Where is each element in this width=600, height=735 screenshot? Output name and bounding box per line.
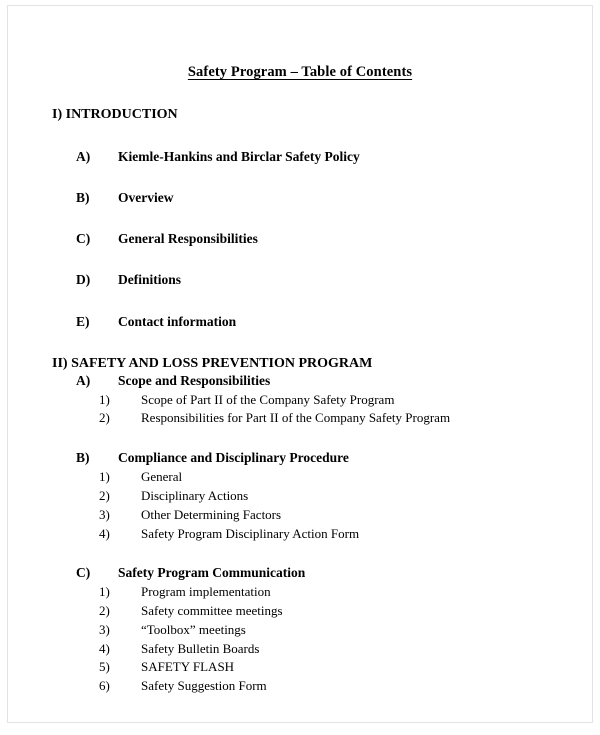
toc-entry[interactable] [8, 565, 592, 581]
toc-entry-label: B) [76, 189, 90, 205]
toc-subentry[interactable] [8, 506, 592, 525]
toc-subentry-label: 6) [99, 678, 110, 693]
toc-entry-group [8, 272, 592, 288]
toc-section [8, 107, 592, 330]
toc-entry-label: A) [76, 148, 91, 164]
toc-subentry-label: 4) [99, 640, 110, 656]
toc-entry-group [8, 190, 592, 206]
toc-subentry-label: 3) [99, 621, 110, 637]
toc-entry-label: C) [76, 231, 91, 247]
toc-entry-label: C) [76, 565, 91, 581]
toc-subentry-text: Disciplinary Actions [141, 488, 249, 504]
toc-subentry[interactable] [8, 391, 592, 410]
toc-entry[interactable] [8, 272, 592, 288]
toc-entry[interactable] [8, 149, 592, 165]
toc-entry-text: Kiemle-Hankins and Birclar Safety Policy [118, 148, 360, 164]
toc-entry-text: Contact information [118, 313, 237, 329]
table-of-contents [8, 107, 592, 696]
section-heading[interactable] [8, 356, 592, 373]
section-label: II) [52, 355, 68, 371]
toc-entry-group [8, 314, 592, 330]
toc-entry[interactable] [8, 231, 592, 247]
toc-entry[interactable] [8, 314, 592, 330]
toc-subentry[interactable] [8, 602, 592, 621]
toc-entry-group [8, 149, 592, 165]
toc-entry-text: Overview [118, 189, 174, 205]
toc-entry-text: Definitions [118, 272, 182, 288]
toc-subentry-text: Other Determining Factors [141, 506, 282, 522]
toc-entry-group [8, 565, 592, 696]
toc-subentry-label: 3) [99, 506, 110, 522]
toc-subentry[interactable] [8, 409, 592, 428]
toc-subentry-list [8, 391, 592, 428]
toc-subentry-text: Safety Program Disciplinary Action Form [141, 525, 360, 541]
toc-section [8, 356, 592, 696]
toc-subentry-text: SAFETY FLASH [141, 659, 235, 675]
toc-subentry-label: 1) [99, 469, 110, 485]
document-page [7, 5, 593, 723]
toc-subentry-text: Program implementation [141, 584, 271, 600]
toc-entry-text: General Responsibilities [118, 231, 258, 247]
toc-entry-text: Safety Program Communication [118, 565, 306, 581]
toc-subentry[interactable] [8, 658, 592, 677]
toc-entry[interactable] [8, 450, 592, 466]
page-title [8, 64, 592, 81]
section-gap [8, 330, 592, 356]
toc-subentry[interactable] [8, 677, 592, 696]
toc-entry-label: E) [76, 313, 90, 329]
toc-subentry[interactable] [8, 583, 592, 602]
toc-entry[interactable] [8, 190, 592, 206]
toc-entry-label: A) [76, 372, 91, 388]
toc-subentry-label: 4) [99, 525, 110, 541]
section-heading-text: INTRODUCTION [62, 107, 178, 122]
toc-subentry[interactable] [8, 621, 592, 640]
toc-subentry-label: 2) [99, 410, 110, 426]
toc-subentry-label: 2) [99, 603, 110, 619]
toc-entry[interactable] [8, 373, 592, 389]
toc-subentry-text: “Toolbox” meetings [141, 621, 246, 637]
toc-subentry-text: General [141, 469, 183, 485]
section-heading[interactable] [8, 107, 592, 124]
toc-entry-group [8, 373, 592, 429]
toc-subentry-text: Safety Suggestion Form [141, 678, 267, 693]
toc-entry-text: Compliance and Disciplinary Procedure [118, 450, 349, 466]
toc-subentry-list [8, 583, 592, 695]
toc-subentry-text: Safety Bulletin Boards [141, 640, 260, 656]
toc-subentry[interactable] [8, 468, 592, 487]
toc-subentry-label: 1) [99, 391, 110, 407]
toc-subentry-text: Safety committee meetings [141, 603, 283, 619]
toc-subentry-label: 1) [99, 584, 110, 600]
section-label: I) [52, 107, 63, 122]
toc-entry-group [8, 231, 592, 247]
toc-subentry[interactable] [8, 487, 592, 506]
toc-subentry-text: Responsibilities for Part II of the Company Safety Program [141, 410, 451, 426]
toc-entry-group [8, 450, 592, 543]
toc-subentry[interactable] [8, 525, 592, 544]
toc-entry-label: B) [76, 450, 90, 466]
toc-subentry-label: 5) [99, 659, 110, 675]
toc-subentry-list [8, 468, 592, 543]
toc-subentry-label: 2) [99, 488, 110, 504]
section-heading-text: SAFETY AND LOSS PREVENTION PROGRAM [67, 355, 373, 371]
section-item-list [8, 149, 592, 330]
page-title-text: Safety Program – Table of Contents [187, 64, 413, 80]
section-item-list [8, 373, 592, 696]
toc-subentry-text: Scope of Part II of the Company Safety Program [141, 391, 395, 407]
toc-entry-text: Scope and Responsibilities [118, 372, 271, 388]
toc-subentry[interactable] [8, 640, 592, 659]
toc-entry-label: D) [76, 272, 91, 288]
